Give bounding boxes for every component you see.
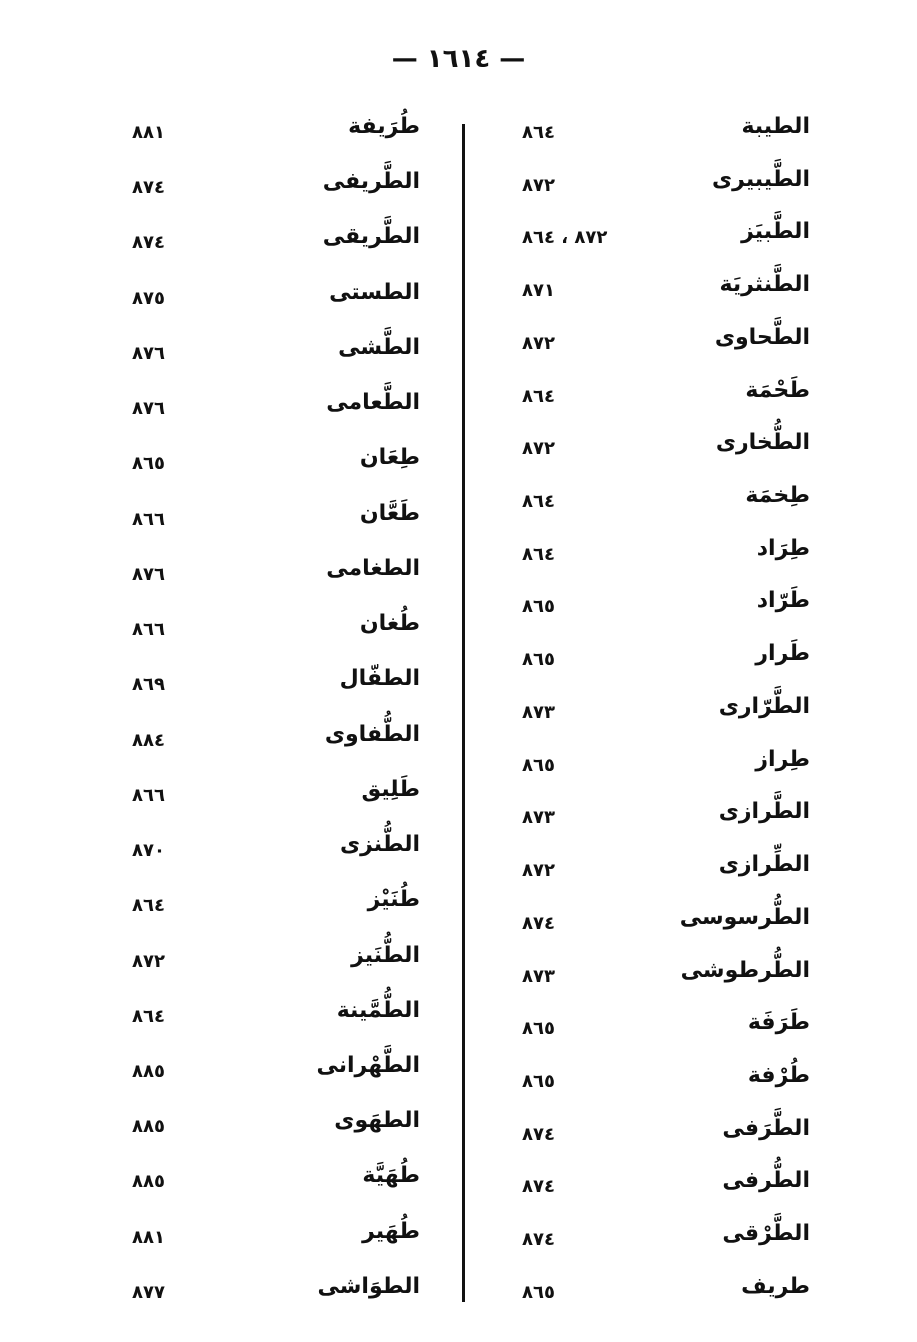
entry-page-number: ٨٧٣ [522,965,555,987]
entry-page-number: ٨٦٤ [522,543,555,565]
entry-name: طريف [741,1273,810,1299]
left-index-column [110,112,430,1312]
index-entry [110,278,430,318]
entry-name: الطَّهْرانى [316,1052,420,1078]
entry-page-number: ٨٦٥ [522,649,555,671]
index-entry [110,1161,430,1201]
index-entry [500,428,820,468]
entry-name: الطَّحاوى [714,324,810,350]
index-entry [110,1272,430,1312]
index-entry [110,996,430,1036]
index-entry [500,323,820,363]
entry-page-number: ٨٦٥ [522,754,555,776]
entry-page-number: ٨٧٢ [522,332,555,354]
entry-page-number: ٨٦٥ [522,596,555,618]
entry-name: الطيبة [741,114,810,139]
index-entry [110,499,430,539]
entry-page-number: ٨٦٤ [522,491,555,513]
entry-name: الطُّفاوى [324,721,420,747]
entry-name: طِخمَة [745,483,810,509]
entry-name: طَرَفَة [747,1010,810,1036]
entry-page-number: ٨٧٣ [522,807,555,829]
entry-name: الطَّبيَز [741,219,810,245]
entry-name: طَحْمَة [745,377,810,403]
entry-page-number: ٨٧٥ [132,287,165,309]
entry-page-number: ٨٧٤ [132,232,165,254]
index-entry [500,1061,820,1101]
index-entry [500,797,820,837]
index-entry [110,443,430,483]
entry-name: الطُّرفى [722,1168,810,1194]
entry-name: الطوَاشى [317,1273,420,1299]
entry-page-number: ٨٦٦ [132,784,165,806]
index-entry [500,903,820,943]
index-entry [500,745,820,785]
entry-name: الطهَوى [334,1108,420,1134]
entry-name: طُنَيْز [367,887,420,913]
entry-name: طُرْفة [747,1062,810,1088]
index-entry [500,692,820,732]
entry-name: طُهَير [362,1218,420,1244]
entry-name: الطَّيبيرى [711,166,810,192]
entry-page-number: ٨٦٩ [132,674,165,696]
entry-page-number: ٨٨٥ [132,1060,165,1082]
index-entry [110,167,430,207]
entry-name: الطُّخارى [715,430,810,456]
entry-name: طِرَاد [756,535,810,561]
index-entry [110,112,430,152]
entry-name: الطُّمَّينة [336,997,420,1023]
index-entry [110,1217,430,1257]
index-entry [500,112,820,152]
entry-page-number: ٨٨١ [132,1226,165,1248]
entry-name: الطِّرازى [718,852,810,878]
entry-page-number: ٨٦٥ [522,1281,555,1303]
index-entry [500,270,820,310]
entry-page-number: ٨٧٢ [522,174,555,196]
index-entry [500,1219,820,1259]
entry-name: الطَّرّارى [718,693,810,719]
entry-page-number: ٨٨١ [132,122,165,143]
index-entry [110,554,430,594]
entry-name: طُرَيفة [348,114,420,139]
entry-name: الطَّريقى [322,224,420,250]
entry-page-number: ٨٦٥ [132,453,165,475]
entry-name: طُهَيَّة [362,1163,420,1189]
entry-page-number: ٨٧٤ [522,1176,555,1198]
index-entry [500,376,820,416]
entry-name: الطُّرطوشى [680,957,810,983]
index-entry [110,1106,430,1146]
entry-name: الطَّعامى [326,390,420,416]
entry-name: الطُّرسوسى [679,904,810,930]
entry-name: طِراز [755,746,810,772]
index-entry [500,534,820,574]
entry-page-number: ٨٨٥ [132,1171,165,1193]
entry-page-number: ٨٧٤ [522,1229,555,1251]
entry-page-number: ٨٧٦ [132,563,165,585]
index-entry [110,222,430,262]
entry-name: الطَّريفى [322,169,420,195]
index-entry [110,664,430,704]
entry-name: الطُّنزى [339,832,420,858]
entry-page-number: ٨٨٤ [132,729,165,751]
index-entry [110,720,430,760]
entry-name: طُغان [359,611,420,637]
entry-name: الطَّنثريَة [719,272,810,298]
entry-name: الطَّشى [338,334,420,360]
index-entry [110,775,430,815]
index-entry [110,885,430,925]
entry-page-number: ٨٦٤ [132,1005,165,1027]
entry-page-number: ٨٧١ [522,280,555,302]
index-entry [500,850,820,890]
entry-name: الطفّال [339,666,420,692]
index-entry [110,830,430,870]
index-entry [500,217,820,257]
entry-page-number: ٨٦٤ [522,385,555,407]
entry-name: طِعَان [359,445,420,471]
index-entry [500,1166,820,1206]
index-entry [500,586,820,626]
column-divider [462,124,465,1302]
index-entry [500,956,820,996]
entry-page-number: ٨٧٦ [132,398,165,420]
index-entry [500,165,820,205]
entry-page-number: ٨٧٧ [132,1281,165,1303]
entry-page-number: ٨٦٤ [132,895,165,917]
index-entry [500,1114,820,1154]
entry-name: طَرّاد [756,588,810,614]
entry-page-number: ٨٦٤ [522,122,555,143]
entry-page-number: ٨٧٣ [522,701,555,723]
entry-page-number: ٨٦٥ [522,1018,555,1040]
entry-page-number: ٨٧٢ [132,950,165,972]
index-entry [110,333,430,373]
entry-page-number: ٨٧٤ [132,177,165,199]
index-entry [500,1272,820,1312]
entry-name: الطَّرازى [718,799,810,825]
index-entry [500,639,820,679]
entry-page-number: ٨٧٤ [522,912,555,934]
entry-name: الطَّرْقى [722,1221,810,1247]
entry-page-number: ٨٨٥ [132,1116,165,1138]
entry-page-number: ٨٦٦ [132,508,165,530]
entry-page-number: ٨٦٥ [522,1070,555,1092]
index-entry [110,1051,430,1091]
index-entry [110,941,430,981]
entry-name: طَرار [755,641,810,667]
entry-name: الطستى [329,279,420,305]
entry-name: الطَّرَفى [722,1115,810,1141]
entry-name: طَعَّان [359,500,420,526]
entry-page-number: ٨٧٤ [522,1123,555,1145]
entry-page-number: ٨٧٢ ، ٨٦٤ [522,227,608,249]
entry-page-number: ٨٧٠ [132,840,165,862]
entry-name: الطغامى [326,555,420,581]
index-entry [110,609,430,649]
page-number: — ١٦١٤ — [391,44,526,74]
index-entry [500,481,820,521]
index-entry [110,388,430,428]
entry-page-number: ٨٧٢ [522,860,555,882]
right-index-column [500,112,820,1312]
entry-name: الطُّنَيز [351,942,420,968]
index-entry [500,1008,820,1048]
entry-name: طَلِيق [361,776,420,802]
entry-page-number: ٨٦٦ [132,619,165,641]
entry-page-number: ٨٧٦ [132,342,165,364]
entry-page-number: ٨٧٢ [522,438,555,460]
